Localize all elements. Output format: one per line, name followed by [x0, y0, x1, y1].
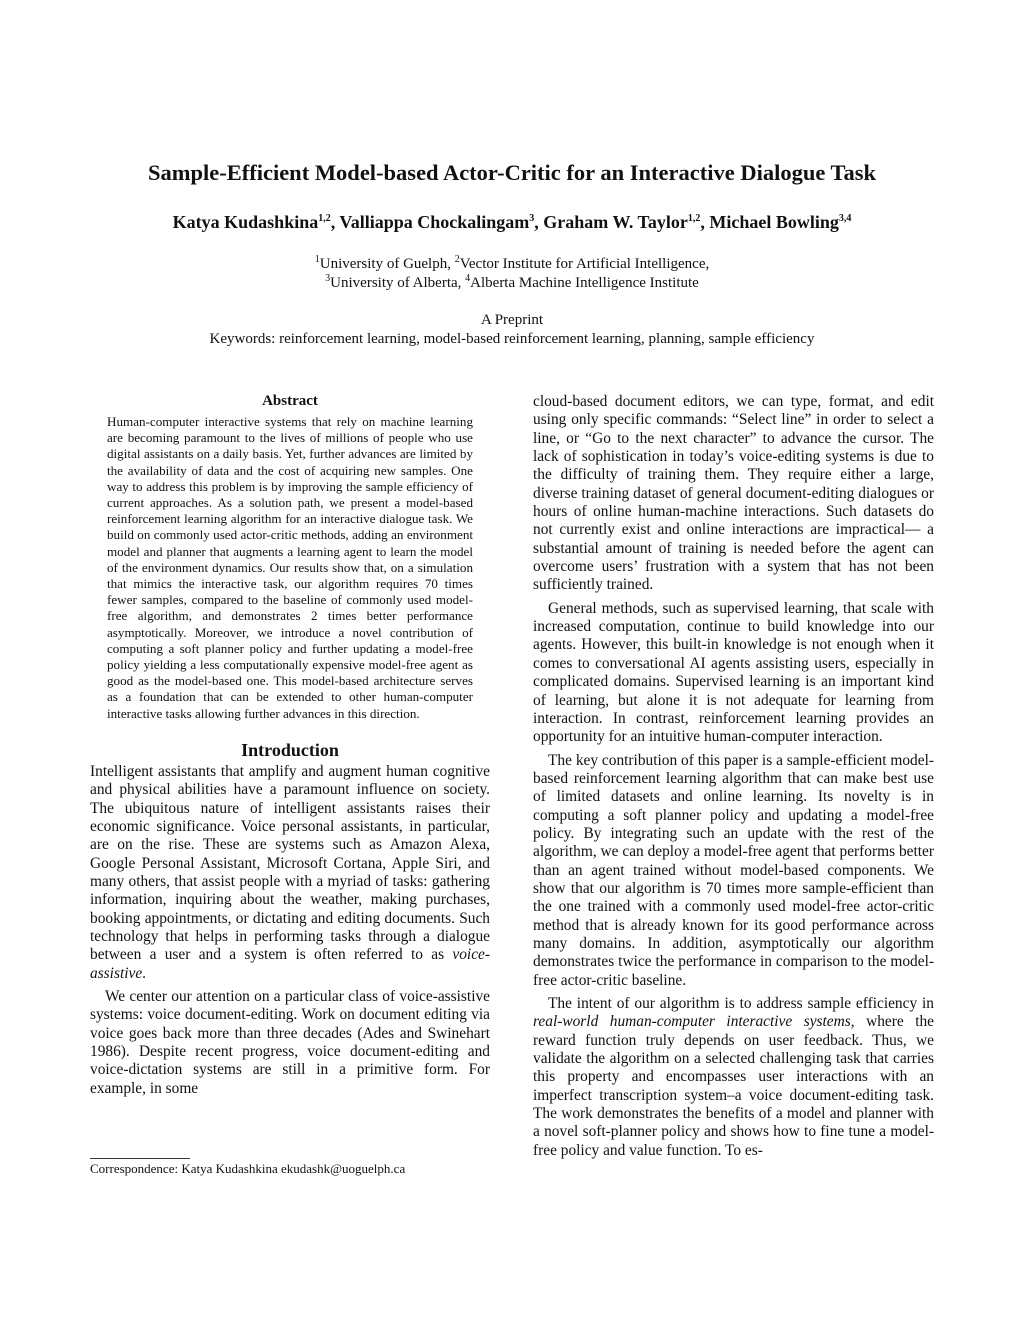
- author-affiliation: 1,2: [318, 213, 331, 224]
- affiliation-number: 2: [454, 254, 460, 265]
- author-name: Michael Bowling: [709, 212, 839, 232]
- intro-paragraph: The key contribution of this paper is a sample-efficient model-based reinforcement learning algorithm that can make best use of limited datasets and online learning. Its novelty is in computing a soft planner policy and updating a model-free policy. By integrating such an update with the rest of the algorithm, we can deploy a model-free agent that performs better than an agent trained without model-based components. We show that our algorithm is 70 times more sample-efficient than the one trained with a commonly used model-free actor-critic method that is already known for its good performance across many domains. In addition, asymptotically our algorithm demonstrates twice the performance in comparison to the model-free actor-critic baseline.: [533, 751, 934, 989]
- affiliation-line: [0, 274, 1024, 293]
- text-run: , where the reward function truly depends on user feedback. Thus, we validate the algorithm on a selected challenging task that carries this property and encompasses user interactions with an imperfect transcription system–a voice document-editing task. The work demonstrates the benefits of a model and planner with a novel soft-planner policy and shows how to fine tune a model-free policy and value function. To es-: [533, 1013, 934, 1159]
- intro-paragraph: We center our attention on a particular class of voice-assistive systems: voice document-editing. Work on document editing via voice goes back more than three decades (Ades and Swinehart 1986). Despite recent progress, voice document-editing and voice-dictation systems are still in a primitive form. For example, in some: [90, 987, 490, 1097]
- preprint-label: A Preprint: [480, 312, 544, 328]
- right-column: [533, 393, 934, 1160]
- author-affiliation: 3,4: [838, 213, 852, 224]
- affiliation-name: University of Guelph,: [319, 256, 455, 272]
- emphasis: real-world human-computer interactive systems: [533, 1013, 851, 1031]
- intro-paragraph: [533, 995, 934, 1160]
- affiliations: [0, 255, 1024, 293]
- separator: ,: [534, 212, 544, 232]
- keywords: Keywords: reinforcement learning, model-based reinforcement learning, planning, sample efficiency: [209, 331, 815, 347]
- text-run: .: [142, 964, 147, 982]
- affiliation-line: [0, 255, 1024, 274]
- author-affiliation: 1,2: [687, 213, 701, 224]
- affiliation-number: 1: [314, 254, 320, 265]
- author-list: [0, 212, 1024, 233]
- abstract-heading: Abstract: [262, 393, 318, 409]
- affiliation-name: University of Alberta,: [330, 275, 466, 291]
- author-affiliation: 3: [529, 213, 535, 224]
- text-run: Intelligent assistants that amplify and augment human cognitive and physical abilities have a paramount influence on society. The ubiquitous nature of intelligent assistants raises their economic significance. Voice personal assistants, in particular, are on the rise. These are systems such as Amazon Alexa, Google Personal Assistant, Microsoft Cortana, Apple Siri, and many others, that assist people with a myriad of tasks: gathering information, inquiring about the weather, making purchases, booking appointments, or dictating and editing documents. Such technology that helps in performing tasks through a dialogue between a user and a system is often referred to as: [90, 762, 490, 964]
- affiliation-number: 4: [465, 273, 471, 284]
- author-name: Katya Kudashkina: [172, 212, 319, 232]
- separator: ,: [330, 212, 340, 232]
- paper-title: Sample-Efficient Model-based Actor-Critic for an Interactive Dialogue Task: [147, 160, 877, 185]
- abstract-text: Human-computer interactive systems that rely on machine learning are becoming paramount to the lives of millions of people who use digital assistants on a daily basis. Yet, further advances are limited by the availability of data and the cost of acquiring new samples. One way to address this problem is by improving the sample efficiency of current approaches. As a solution path, we present a model-based reinforcement learning algorithm for an interactive dialogue task. We build on commonly used actor-critic methods, adding an environment model and planner that augments a learning agent to learn the model of the environment dynamics. Our results show that, on a simulation that mimics the interactive task, our algorithm requires 70 times fewer samples, compared to the baseline of commonly used model-free algorithm, and demonstrates 2 times better performance asymptotically. Moreover, we introduce a novel contribution of computing a soft planner policy and further updating a model-free policy yielding a less computationally expensive model-free agent as good as the model-based one. This model-based architecture serves as a foundation that can be extended to other human-computer interactive tasks allowing further advances in this direction.: [107, 414, 473, 721]
- affiliation-name: Alberta Machine Intelligence Institute: [470, 275, 699, 291]
- left-column: [90, 393, 490, 1098]
- author-name: Graham W. Taylor: [543, 212, 688, 232]
- intro-paragraph-continued: cloud-based document editors, we can type, format, and edit using only specific commands: “Select line” in order to select a line, or “Go to the next character” to advance the cursor. The lack of sophistication in today’s voice-editing systems is due to the difficulty of training them. They require either a large, diverse training dataset of general document-editing dialogues or hours of online human-machine interactions. Such datasets do not currently exist and online interactions are impractical— a substantial amount of training is needed before the agent can overcome users’ frustration with a system that has not been sufficiently trained.: [533, 393, 934, 594]
- introduction-heading: Introduction: [241, 739, 339, 760]
- affiliation-name: Vector Institute for Artificial Intelligence,: [459, 256, 710, 272]
- footnote-divider: [90, 1158, 190, 1159]
- footnote: Correspondence: Katya Kudashkina ekudashk@uoguelph.ca: [90, 1161, 406, 1176]
- affiliation-number: 3: [325, 273, 331, 284]
- intro-paragraph: General methods, such as supervised learning, that scale with increased computation, continue to build knowledge into our agents. However, this built-in knowledge is not enough when it comes to conversational AI agents assisting users, especially in complicated domains. Supervised learning is an important kind of learning, but alone it is not adequate for learning from interaction. In contrast, reinforcement learning provides an opportunity for an intuitive human-computer interaction.: [533, 599, 934, 746]
- text-run: The intent of our algorithm is to address sample efficiency in: [548, 995, 934, 1012]
- paper-meta: [0, 311, 1024, 349]
- emphasis: voice-assistive: [90, 946, 490, 982]
- separator: ,: [700, 212, 710, 232]
- author-name: Valliappa Chockalingam: [339, 212, 530, 232]
- intro-paragraph: [90, 763, 490, 983]
